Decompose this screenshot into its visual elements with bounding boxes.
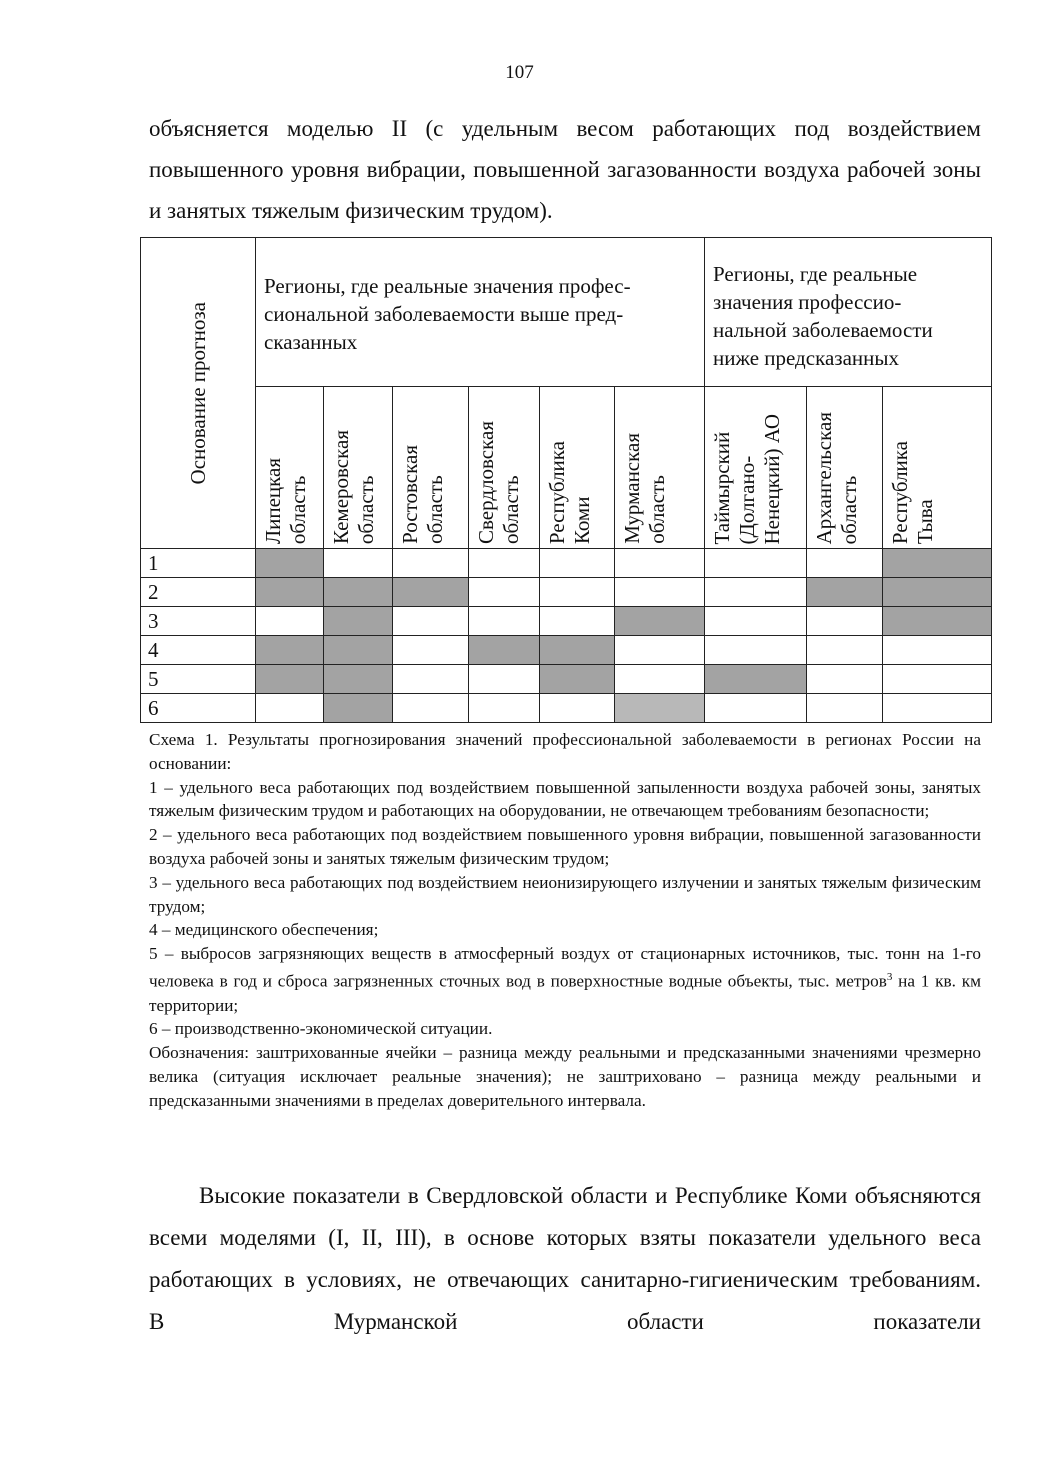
empty-cell bbox=[807, 636, 883, 665]
last-line-word: Мурманской bbox=[333, 1309, 458, 1334]
empty-cell bbox=[807, 694, 883, 723]
empty-cell bbox=[807, 665, 883, 694]
empty-cell bbox=[615, 549, 705, 578]
region-header-taymyr bbox=[705, 387, 807, 549]
table-body bbox=[141, 549, 992, 723]
shaded-cell bbox=[324, 665, 393, 694]
caption-legend: Обозначения: заштрихованные ячейки – разница между реальными и предсказанными значениями чрезмерно велика (ситуация исключает реальные значения); не заштриховано – разница между реальными и предсказанными значениями в пределах доверительного интервала. bbox=[149, 1043, 981, 1110]
empty-cell bbox=[883, 694, 992, 723]
empty-cell bbox=[540, 694, 615, 723]
empty-cell bbox=[615, 578, 705, 607]
empty-cell bbox=[883, 665, 992, 694]
bottom-paragraph: Высокие показатели в Свердловской области и Республике Коми объясняются всеми моделями (I, II, III), в основе которых взяты показатели удельного веса работающих в условиях, не отвечающих санитарно-гигиеническим требованиям. bbox=[149, 1183, 981, 1292]
empty-cell bbox=[705, 636, 807, 665]
table-row bbox=[141, 578, 992, 607]
region-header-sverdlovsk bbox=[469, 387, 540, 549]
empty-cell bbox=[469, 607, 540, 636]
region-label: Ростовская область bbox=[398, 445, 447, 544]
bottom-paragraph-block bbox=[149, 1175, 981, 1343]
last-line-word: показатели bbox=[873, 1309, 981, 1334]
shaded-cell bbox=[469, 636, 540, 665]
shaded-cell bbox=[615, 694, 705, 723]
row-label: 1 bbox=[141, 549, 256, 578]
region-label: Свердловская область bbox=[474, 421, 523, 544]
region-header-kemerovo bbox=[324, 387, 393, 549]
shaded-cell bbox=[256, 549, 324, 578]
group-below-line: Регионы, где реальные bbox=[713, 262, 918, 286]
empty-cell bbox=[324, 549, 393, 578]
shaded-cell bbox=[883, 578, 992, 607]
caption-item-1: 1 – удельного веса работающих под воздействием повышенной запыленности воздуха рабочей зоны, занятых тяжелым физическим трудом и работающих на оборудовании, не отвечающем требованиям безопасности; bbox=[149, 777, 981, 821]
caption-item-4: 4 – медицинского обеспечения; bbox=[149, 920, 379, 940]
empty-cell bbox=[883, 636, 992, 665]
region-label: Республика Тыва bbox=[888, 440, 937, 544]
empty-cell bbox=[256, 694, 324, 723]
group-above-line: сиональной заболеваемости выше пред- bbox=[264, 302, 624, 326]
caption-item-3: 3 – удельного веса работающих под воздействием неионизирующего излучении и занятых тяжелым физическим трудом; bbox=[149, 872, 981, 916]
empty-cell bbox=[256, 607, 324, 636]
table-row bbox=[141, 694, 992, 723]
empty-cell bbox=[469, 549, 540, 578]
empty-cell bbox=[705, 607, 807, 636]
basis-header: Основание прогноза bbox=[185, 301, 210, 485]
region-header-komi bbox=[540, 387, 615, 549]
region-header-tyva bbox=[883, 387, 992, 549]
empty-cell bbox=[705, 694, 807, 723]
empty-cell bbox=[540, 549, 615, 578]
table-row bbox=[141, 607, 992, 636]
empty-cell bbox=[615, 636, 705, 665]
row-label: 6 bbox=[141, 694, 256, 723]
empty-cell bbox=[705, 549, 807, 578]
region-header-rostov bbox=[393, 387, 469, 549]
group-above-line: Регионы, где реальные значения профес- bbox=[264, 274, 631, 298]
caption-item-5 bbox=[149, 942, 981, 1017]
shaded-cell bbox=[705, 665, 807, 694]
shaded-cell bbox=[393, 578, 469, 607]
caption-item-5-superscript: 3 bbox=[886, 970, 893, 983]
group-above-line: сказанных bbox=[264, 330, 358, 354]
empty-cell bbox=[393, 549, 469, 578]
empty-cell bbox=[615, 665, 705, 694]
region-header-lipetsk bbox=[256, 387, 324, 549]
region-label: Республика Коми bbox=[545, 440, 594, 544]
empty-cell bbox=[469, 578, 540, 607]
shaded-cell bbox=[256, 665, 324, 694]
caption-title: Схема 1. Результаты прогнозирования значений профессиональной заболеваемости в регионах России на основании: bbox=[149, 730, 981, 773]
shaded-cell bbox=[807, 578, 883, 607]
empty-cell bbox=[540, 607, 615, 636]
row-label: 5 bbox=[141, 665, 256, 694]
region-label: Мурманская область bbox=[620, 433, 669, 544]
last-line-word: В bbox=[149, 1309, 165, 1334]
group-header-below bbox=[705, 238, 992, 387]
table-row bbox=[141, 665, 992, 694]
region-label: Липецкая область bbox=[261, 457, 310, 544]
prognosis-results-table bbox=[140, 237, 992, 723]
shaded-cell bbox=[324, 694, 393, 723]
page-number: 107 bbox=[505, 62, 534, 83]
last-line-word: области bbox=[626, 1309, 704, 1334]
bottom-last-line bbox=[149, 1301, 981, 1343]
shaded-cell bbox=[883, 607, 992, 636]
row-label: 2 bbox=[141, 578, 256, 607]
region-label: Кемеровская область bbox=[329, 429, 378, 544]
table-row bbox=[141, 636, 992, 665]
region-header-arkhangelsk bbox=[807, 387, 883, 549]
table-row bbox=[141, 549, 992, 578]
figure-caption bbox=[149, 728, 981, 1112]
empty-cell bbox=[540, 578, 615, 607]
intro-paragraph: объясняется моделью II (с удельным весом работающих под воздействием повышенного уровня вибрации, повышенной загазованности воздуха рабочей зоны и занятых тяжелым физическим трудом). bbox=[149, 116, 981, 223]
shaded-cell bbox=[615, 607, 705, 636]
region-label: Архангельская область bbox=[812, 411, 861, 544]
caption-item-5-tail: на 1 кв. км территории; bbox=[149, 971, 981, 1015]
shaded-cell bbox=[540, 665, 615, 694]
shaded-cell bbox=[256, 578, 324, 607]
basis-header-cell bbox=[141, 238, 256, 549]
caption-item-2: 2 – удельного веса работающих под воздействием повышенного уровня вибрации, повышенной загазованности воздуха рабочей зоны и занятых тяжелым физическим трудом; bbox=[149, 825, 981, 868]
empty-cell bbox=[469, 694, 540, 723]
caption-item-5-text: 5 – выбросов загрязняющих веществ в атмосферный воздух от стационарных источников, тыс. тонн на 1-го человека в год и сброса загрязненных сточных вод в поверхностные водные объекты, тыс. метров bbox=[149, 944, 981, 991]
group-below-line: значения профессио- bbox=[713, 290, 902, 314]
empty-cell bbox=[393, 665, 469, 694]
empty-cell bbox=[393, 694, 469, 723]
shaded-cell bbox=[324, 607, 393, 636]
region-header-murmansk bbox=[615, 387, 705, 549]
empty-cell bbox=[393, 607, 469, 636]
shaded-cell bbox=[883, 549, 992, 578]
group-header-above bbox=[256, 238, 705, 387]
empty-cell bbox=[807, 549, 883, 578]
region-label: Таймырский (Долгано- Ненецкий) АО bbox=[710, 413, 784, 544]
empty-cell bbox=[469, 665, 540, 694]
empty-cell bbox=[807, 607, 883, 636]
caption-item-6: 6 – производственно-экономической ситуации. bbox=[149, 1019, 493, 1039]
shaded-cell bbox=[540, 636, 615, 665]
shaded-cell bbox=[324, 578, 393, 607]
group-below-line: нальной заболеваемости bbox=[713, 318, 933, 342]
shaded-cell bbox=[324, 636, 393, 665]
empty-cell bbox=[705, 578, 807, 607]
row-label: 4 bbox=[141, 636, 256, 665]
group-below-line: ниже предсказанных bbox=[713, 346, 899, 370]
empty-cell bbox=[393, 636, 469, 665]
shaded-cell bbox=[256, 636, 324, 665]
row-label: 3 bbox=[141, 607, 256, 636]
